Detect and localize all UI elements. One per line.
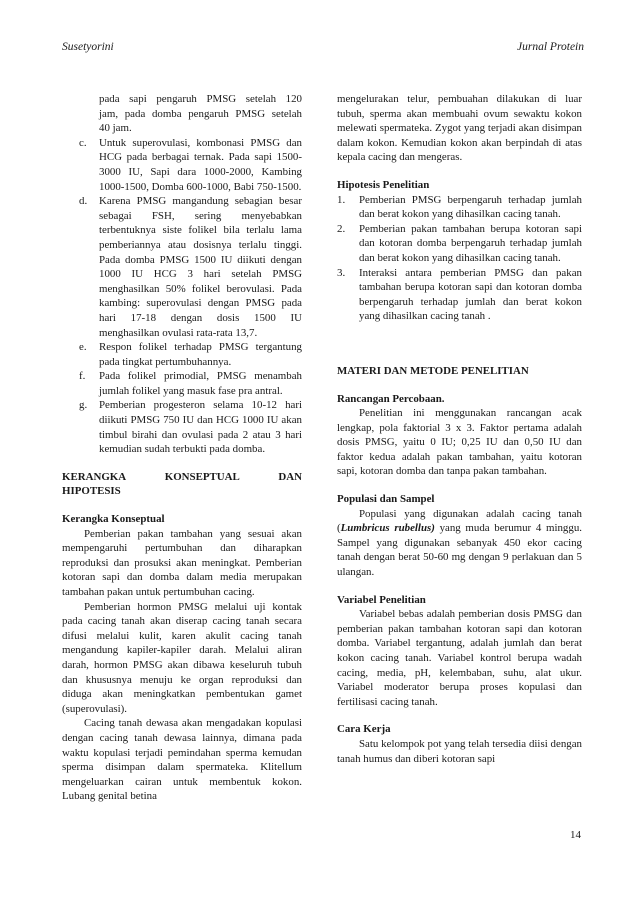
continued-line: pada sapi pengaruh PMSG setelah 120 [99,93,302,105]
paragraph: Pemberian pakan tambahan yang sesuai akan mempengaruhi pertumbuhan dan diharapkan reproduksi dan prosuksi akan meningkat. Pemberian kotoran sapi dan domba dalam media merupakan tambahan pakan untuk pertumbuhan cacing. [62,527,302,598]
section-heading-kerangka [62,470,302,499]
continued-line: jam, pada domba pengaruh PMSG setelah [99,107,302,120]
list-text: Pada folikel primodial, PMSG menambah jumlah folikel yang masuk fase pra antral. [99,370,302,397]
heading-word: KERANGKA [62,470,127,483]
paragraph-populasi [337,507,582,580]
list-text: Untuk superovulasi, kombonasi PMSG dan HCG pada berbagai ternak. Pada sapi 1500-3000 IU, Sapi dara 1000-2000, Kambing 1000-1500, Domba 600-1000, Babi 750-1500. [99,136,302,193]
paragraph: Variabel bebas adalah pemberian dosis PMSG dan pemberian pakan tambahan kotoran sapi dan kotoran domba. Variabel tergantung, adalah jumlah dan berat kokon cacing tanah. Variabel kontrol berupa wadah cacing, media, pH, kelembaban, suhu, alat ukur. Variabel moderator berupa proses kopulasi dan fertilisasi cacing tanah. [337,608,582,708]
text-run: Populasi yang digunakan adalah cacing tanah ( [337,507,582,535]
heading-variabel: Variabel Penelitian [337,593,426,606]
paragraph: Satu kelompok pot yang telah tersedia diisi dengan tanah humus dan diberi kotoran sapi [337,737,582,765]
heading-cara-kerja: Cara Kerja [337,723,391,736]
list-item-d [79,194,302,340]
list-label: 1. [337,193,346,206]
list-text: Respon folikel terhadap PMSG tergantung pada tingkat pertumbuhannya. [99,341,302,368]
list-label: c. [79,136,87,149]
continued-line: 40 jam. [99,122,132,135]
list-text: Karena PMSG mangandung sebagian besar sebagai FSH, sering menyebabkan terbentuknya siste folikel bila terlalu lama pemberiannya atau dosisnya terlalu tinggi. Pada domba PMSG 1500 IU diikuti dengan 1000 IU HCG 3 hari setelah PMSG menghasilkan 50% folikel berovulasi. Pada kambing: superovulasi dengan PMSG pada hari 17-18 dengan dosis 1500 IU menghasilkan ovulasi rata-rata 13,7. [99,195,302,339]
paragraph: Penelitian ini menggunakan rancangan acak lengkap, pola faktorial 3 x 3. Faktor pertama adalah dosis PMSG, yaitu 0 IU; 0,25 IU dan 0,50 IU dan faktor kedua adalah pakan tambahan, yaitu kotoran sapi, kotoran domba dan tanpa pakan tambahan. [337,407,582,478]
running-header-author: Susetyorini [62,41,114,53]
list-item-c [79,136,302,194]
list-item-e [79,340,302,369]
heading-populasi: Populasi dan Sampel [337,493,435,506]
running-header-journal: Jurnal Protein [517,41,584,53]
heading-word: DAN [278,470,302,483]
paragraph: Pemberian hormon PMSG melalui uji kontak pada cacing tanah akan diserap cacing tanah secara difusi melalui kulit, karen akulit cacing tanah mengandung kapiler-kapiler darah. Melalui aliran darah, hormon PMSG akan dibawa keseluruh tubuh dan khususnya menuju ke organ reproduksi dan diduga akan meningkatkan pembentukan gamet (superovulasi). [62,600,302,715]
list-item-g [79,398,302,456]
paragraph: Cacing tanah dewasa akan mengadakan kopulasi dengan cacing tanah dewasa lainnya, dimana pada waktu kopulasi terjadi pemindahan sperma kemudan sperma disimpan dalam spermateka. Klitellum mengeluarkan cairan untuk membentuk kokon. Lubang genital betina [62,717,302,803]
heading-rancangan: Rancangan Percobaan. [337,392,445,405]
heading-materi-metode: MATERI DAN METODE PENELITIAN [337,364,529,377]
list-label: 2. [337,222,346,235]
list-text: Pemberian PMSG berpengaruh terhadap jumlah dan berat kokon yang dihasilkan cacing tanah. [359,193,582,221]
hypothesis-item-1 [337,193,582,222]
list-label: f. [79,370,86,383]
sub-heading-kerangka-konseptual: Kerangka Konseptual [62,513,165,526]
hypothesis-item-3 [337,266,582,324]
text-run: yang muda berumur 4 minggu. Sampel yang digunakan sebanyak 450 ekor cacing tanah dengan berat 50-60 mg dengan 9 perlakuan dan 5 ulangan. [337,522,582,579]
paragraph-continued: mengelurakan telur, pembuahan dilakukan di luar tubuh, sperma akan membuahi ovum sewaktu kokon melewati spermateka. Zygot yang terjadi akan disimpan dalam kokon. Kemudian kokon akan berpindah di atas kepala cacing dan mengeras. [337,93,582,164]
hypothesis-item-2 [337,222,582,266]
list-text: Interaksi antara pemberian PMSG dan pakan tambahan berupa kotoran sapi dan kotoran domba berpengaruh terhadap jumlah dan berat kokon yang dihasilkan cacing tanah . [359,266,582,323]
list-text: Pemberian pakan tambahan berupa kotoran sapi dan kotoran domba berpengaruh terhadap jumlah dan berat kokon yang dihasilkan cacing tanah. [359,222,582,264]
list-label: 3. [337,266,346,279]
list-label: e. [79,341,87,354]
right-column [337,92,582,766]
heading-word: KONSEPTUAL [164,470,240,483]
heading-hipotesis: Hipotesis Penelitian [337,178,430,191]
species-name: Lumbricus rubellus) [340,522,435,535]
list-label: d. [79,195,88,208]
heading-line-2: HIPOTESIS [62,485,121,498]
page-number: 14 [570,829,581,841]
list-label: g. [79,399,88,412]
list-text: Pemberian progesteron selama 10-12 hari diikuti PMSG 750 IU dan HCG 1000 IU akan timbul birahi dan ovulasi pada 2 atau 3 hari kemudian sudah terbukti pada domba. [99,399,302,456]
continued-item-b [99,92,302,136]
left-column [62,92,302,804]
list-item-f [79,369,302,398]
